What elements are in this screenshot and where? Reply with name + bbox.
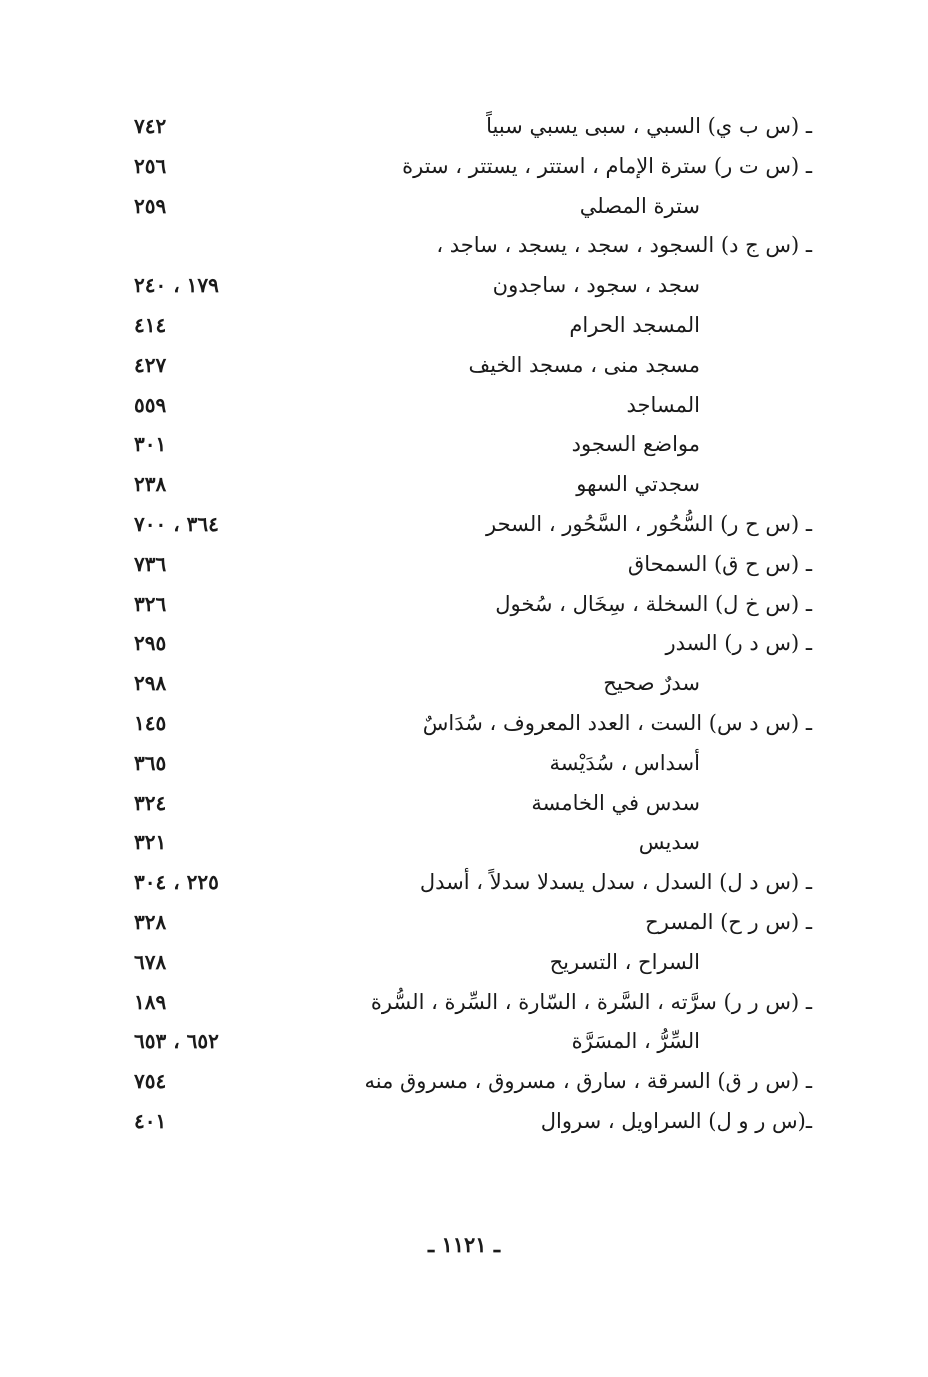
entry-page-numbers: ٤٠١ [134, 1108, 167, 1133]
index-entry [120, 1066, 820, 1106]
entry-root-term: ـ (س ر ق) السرقة ، سارق ، مسروق ، مسروق منه [364, 1069, 812, 1094]
index-entry [120, 1026, 820, 1066]
index-entry [120, 628, 820, 668]
index-entry [120, 788, 820, 828]
entry-page-numbers: ٦٧٨ [134, 949, 167, 974]
page-number: ـ ١١٢١ ـ [427, 1232, 501, 1257]
entry-page-numbers: ٢٥٩ [134, 193, 167, 218]
entry-page-numbers: ٢٩٥ [134, 631, 167, 656]
entry-page-numbers: ٤١٤ [134, 312, 167, 337]
entry-subterm: سترة المصلي [579, 193, 700, 218]
index-entry [120, 151, 820, 191]
entry-subterm: سدرٌ صحيح [603, 671, 700, 696]
index-entry [120, 111, 820, 151]
entry-subterm: سجدتي السهو [576, 472, 700, 497]
entry-page-numbers: ٣٢٨ [134, 909, 167, 934]
entry-subterm: سجد ، سجود ، ساجدون [492, 273, 700, 298]
entry-root-term: ـ(س ر و ل) السراويل ، سروال [540, 1108, 812, 1133]
index-entry [120, 668, 820, 708]
index-entry [120, 390, 820, 430]
entry-page-numbers: ٣٦٥ [134, 750, 167, 775]
index-entry [120, 867, 820, 907]
index-entry [120, 748, 820, 788]
entry-page-numbers: ٢٩٨ [134, 671, 167, 696]
entry-page-numbers: ٢٥٦ [134, 153, 167, 178]
entry-page-numbers: ٤٢٧ [134, 352, 167, 377]
entry-page-numbers: ٢٢٥ ، ٣٠٤ [134, 870, 219, 895]
entry-root-term: ـ (س ب ي) السبي ، سبى يسبي سبياً [486, 114, 812, 138]
index-entry [120, 708, 820, 748]
index-entry [120, 1106, 820, 1146]
entry-page-numbers: ٣٢١ [134, 830, 167, 855]
entry-subterm: المساجد [626, 392, 700, 417]
entry-root-term: ـ (س ر ر) سرَّته ، السَّرة ، السّارة ، السِّرة ، السُّرة [370, 989, 812, 1014]
entry-root-term: ـ (س ح ق) السمحاق [627, 551, 812, 576]
entry-page-numbers: ١٤٥ [134, 710, 167, 735]
entry-page-numbers: ٧٤٢ [134, 114, 167, 138]
index-entry [120, 230, 820, 270]
entry-page-numbers: ١٧٩ ، ٢٤٠ [134, 273, 219, 298]
entry-subterm: أسداس ، سُدَيْسة [549, 750, 700, 775]
entry-page-numbers: ٢٣٨ [134, 472, 167, 497]
entry-page-numbers: ٧٥٤ [134, 1069, 167, 1094]
index-entry [120, 191, 820, 231]
entry-root-term: ـ (س ت ر) سترة الإمام ، استتر ، يستتر ، سترة [402, 153, 812, 178]
entry-page-numbers: ٣٢٦ [134, 591, 167, 616]
entry-page-numbers: ٣٢٤ [134, 790, 167, 815]
entry-root-term: ـ (س د س) الست ، العدد المعروف ، سُدَاسٌ [422, 710, 812, 735]
entry-page-numbers: ٦٥٢ ، ٦٥٣ [134, 1029, 219, 1054]
entry-subterm: سدس في الخامسة [531, 790, 700, 815]
index-entry [120, 310, 820, 350]
entry-subterm: مسجد منى ، مسجد الخيف [468, 352, 700, 377]
entry-root-term: ـ (س ح ر) السُّحُور ، السَّحُور ، السحر [486, 511, 812, 536]
entry-root-term: ـ (س ج د) السجود ، سجد ، يسجد ، ساجد ، [436, 233, 812, 258]
index-entry [120, 987, 820, 1027]
index-entry [120, 589, 820, 629]
entry-page-numbers: ٥٥٩ [134, 392, 167, 417]
index-entry [120, 350, 820, 390]
index-entry [120, 270, 820, 310]
entry-page-numbers: ٣٠١ [134, 432, 167, 457]
index-entry [120, 827, 820, 867]
index-entry [120, 947, 820, 987]
index-list [120, 111, 820, 1146]
entry-subterm: المسجد الحرام [569, 312, 700, 337]
entry-page-numbers: ٧٣٦ [134, 551, 167, 576]
entry-page-numbers: ١٨٩ [134, 989, 167, 1014]
entry-page-numbers: ٣٦٤ ، ٧٠٠ [134, 511, 219, 536]
entry-subterm: السراح ، التسريح [549, 949, 700, 974]
index-entry [120, 907, 820, 947]
entry-subterm: مواضع السجود [571, 432, 700, 457]
entry-subterm: سديس [638, 830, 700, 855]
index-entry [120, 549, 820, 589]
index-entry [120, 509, 820, 549]
entry-root-term: ـ (س خ ل) السخلة ، سِخَال ، سُخول [495, 591, 812, 616]
index-entry [120, 469, 820, 509]
index-entry [120, 429, 820, 469]
entry-root-term: ـ (س د ل) السدل ، سدل يسدلا سدلاً ، أسدل [419, 870, 812, 895]
entry-root-term: ـ (س ر ح) المسرح [645, 909, 812, 934]
entry-subterm: السِّرُّ ، المسَرَّة [571, 1029, 700, 1054]
entry-root-term: ـ (س د ر) السدر [665, 631, 812, 656]
